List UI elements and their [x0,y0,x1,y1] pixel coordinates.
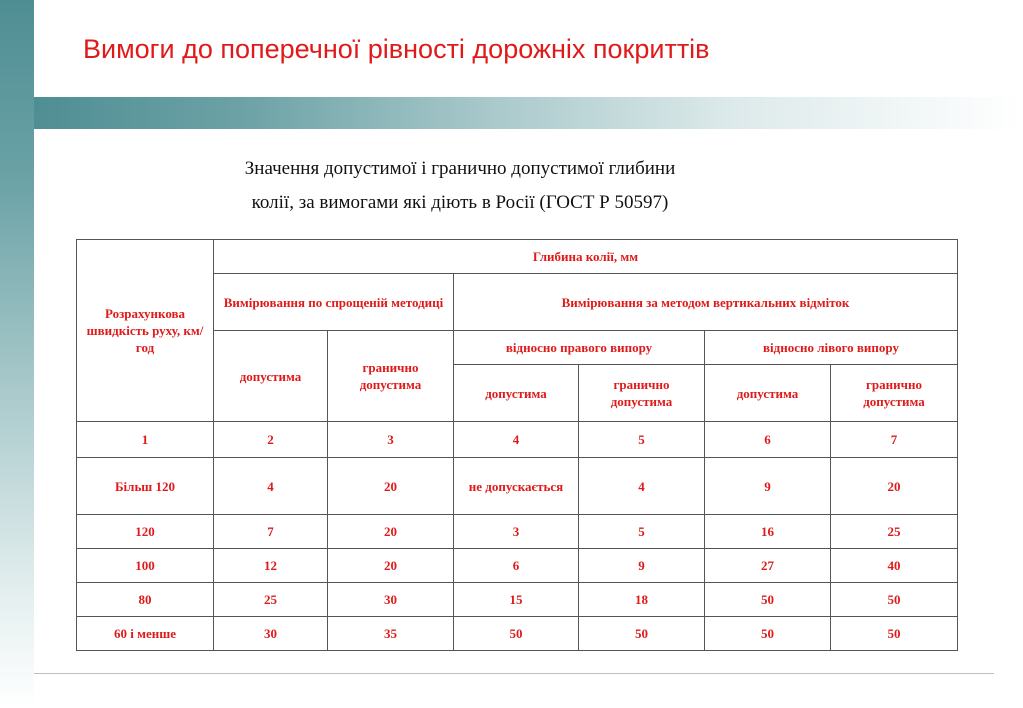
right-allowed-header: допустима [454,365,579,422]
left-allowed-header: допустима [705,365,831,422]
value-cell: 50 [454,617,579,651]
table-row [77,549,958,583]
value-cell: 7 [214,515,328,549]
footer-divider [34,673,994,674]
caption-line-2: колії, за вимогами які діють в Росії (ГОСТ Р 50597) [251,192,669,213]
value-cell: 40 [831,549,958,583]
column-number: 2 [214,422,328,458]
value-cell: 12 [214,549,328,583]
speed-cell: 100 [77,549,214,583]
speed-cell: 120 [77,515,214,549]
simplified-allowed-header: допустима [214,331,328,422]
simplified-limit-header: гранично допустима [328,331,454,422]
column-number: 5 [579,422,705,458]
value-cell: 50 [579,617,705,651]
value-cell: 15 [454,583,579,617]
value-cell: 9 [579,549,705,583]
value-cell: 16 [705,515,831,549]
rut-depth-table [76,239,958,651]
value-cell: 4 [579,458,705,515]
value-cell: 30 [214,617,328,651]
left-limit-header: гранично допустима [831,365,958,422]
value-cell: не допускається [454,458,579,515]
value-cell: 4 [214,458,328,515]
caption-line-1: Значення допустимої і гранично допустимої глибини [244,158,676,179]
speed-header: Розрахункова швидкість руху, км/год [77,240,214,422]
table-row [77,583,958,617]
vertical-method-header: Вимірювання за методом вертикальних відміток [454,274,958,331]
header-band [34,97,1023,129]
value-cell: 50 [831,617,958,651]
speed-cell: 80 [77,583,214,617]
speed-cell: Більш 120 [77,458,214,515]
value-cell: 30 [328,583,454,617]
value-cell: 3 [454,515,579,549]
left-support-header: відносно лівого випору [705,331,958,365]
value-cell: 20 [328,549,454,583]
value-cell: 20 [328,515,454,549]
depth-header: Глибина колії, мм [214,240,958,274]
simplified-method-header: Вимірювання по спрощеній методиці [214,274,454,331]
table-row [77,515,958,549]
table-row [77,458,958,515]
value-cell: 20 [831,458,958,515]
column-number-row [77,422,958,458]
value-cell: 6 [454,549,579,583]
slide-title: Вимоги до поперечної рівності дорожніх покриттів [83,34,710,64]
column-number: 1 [77,422,214,458]
column-number: 6 [705,422,831,458]
table-row [77,617,958,651]
value-cell: 50 [705,583,831,617]
value-cell: 50 [831,583,958,617]
header-row-1 [77,240,958,274]
value-cell: 18 [579,583,705,617]
left-accent-bar [0,0,34,708]
value-cell: 9 [705,458,831,515]
value-cell: 27 [705,549,831,583]
value-cell: 25 [831,515,958,549]
value-cell: 25 [214,583,328,617]
value-cell: 20 [328,458,454,515]
value-cell: 50 [705,617,831,651]
value-cell: 5 [579,515,705,549]
right-limit-header: гранично допустима [579,365,705,422]
table-caption [150,152,770,220]
column-number: 7 [831,422,958,458]
column-number: 4 [454,422,579,458]
right-support-header: відносно правого випору [454,331,705,365]
column-number: 3 [328,422,454,458]
value-cell: 35 [328,617,454,651]
speed-cell: 60 і менше [77,617,214,651]
